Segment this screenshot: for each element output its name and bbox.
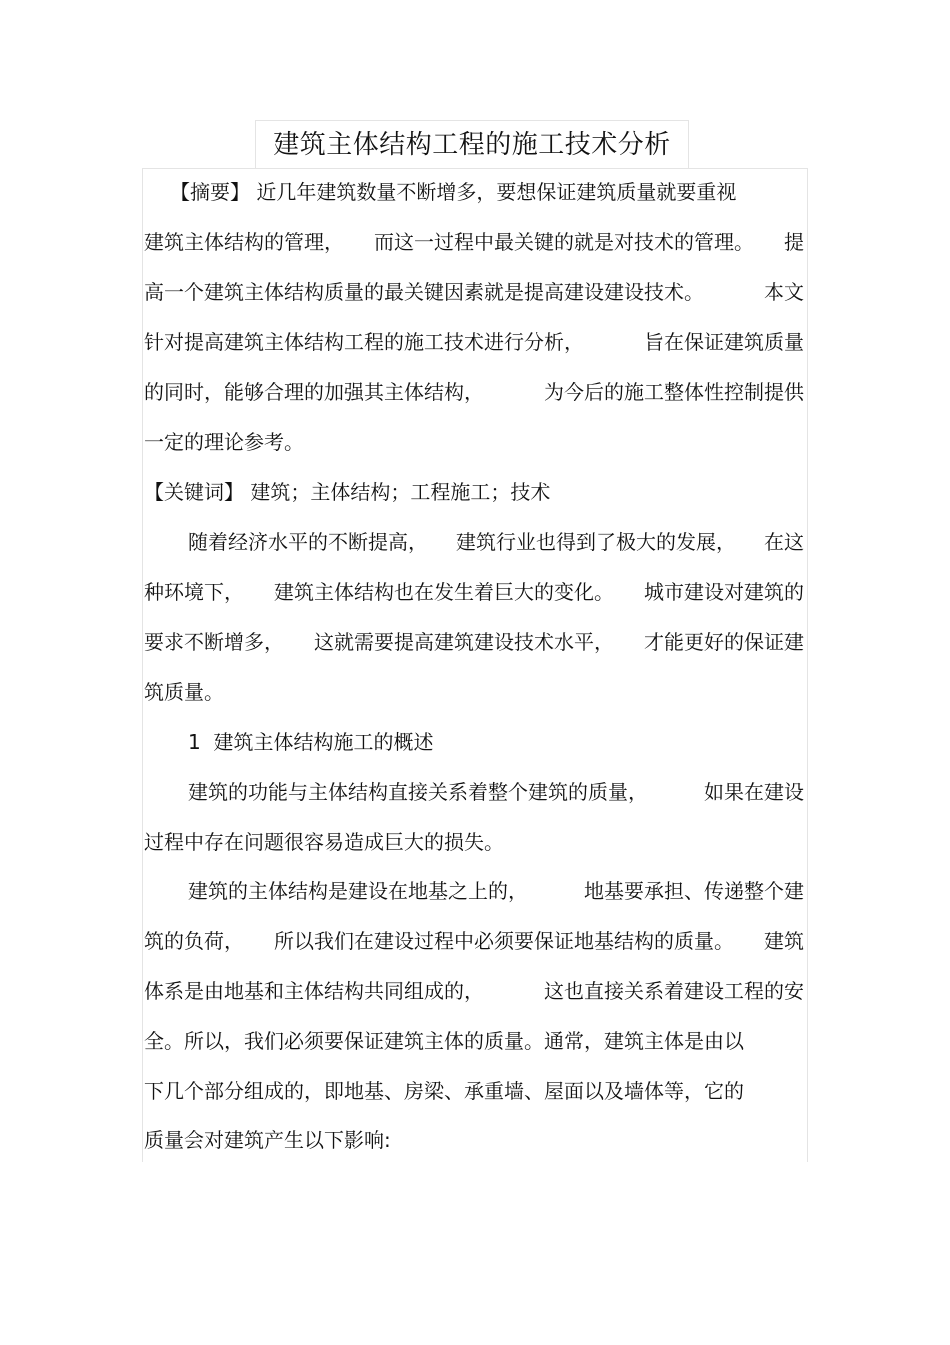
paragraph-line — [144, 927, 804, 955]
text-segment: 过程中存在问题很容易造成巨大的损失。 — [144, 830, 504, 854]
text-segment: 这就需要提高建筑建设技术水平， — [314, 630, 614, 654]
text-segment: 【摘要】 近几年建筑数量不断增多，要想保证建筑质量就要重视 — [170, 180, 737, 204]
paragraph-line — [188, 877, 804, 905]
text-segment: 建筑行业也得到了极大的发展， — [456, 530, 736, 554]
paragraph-line — [144, 977, 804, 1005]
intro-line — [144, 678, 804, 706]
text-segment: 高一个建筑主体结构质量的最关键因素就是提高建设建设技术。 — [144, 280, 704, 304]
abstract-line — [144, 428, 804, 456]
text-segment: 种环境下， — [144, 580, 244, 604]
text-segment: 筑的负荷， — [144, 929, 244, 953]
keywords-line — [144, 478, 804, 506]
text-segment: 本文 — [764, 280, 804, 304]
text-segment: 建筑主体结构也在发生着巨大的变化。 — [274, 580, 614, 604]
text-segment: 旨在保证建筑质量 — [644, 330, 804, 354]
abstract-line — [144, 278, 804, 306]
text-segment: 随着经济水平的不断提高， — [188, 530, 428, 554]
text-segment: 建筑的功能与主体结构直接关系着整个建筑的质量， — [188, 780, 648, 804]
text-segment: 质量会对建筑产生以下影响: — [144, 1128, 391, 1152]
text-segment: 针对提高建筑主体结构工程的施工技术进行分析， — [144, 330, 584, 354]
text-segment: 筑质量。 — [144, 680, 224, 704]
text-segment: 【关键词】 建筑；主体结构；工程施工；技术 — [144, 480, 551, 504]
abstract-first-line — [170, 178, 804, 206]
text-segment: 这也直接关系着建设工程的安 — [544, 979, 804, 1003]
intro-line — [144, 628, 804, 656]
text-segment: 而这一过程中最关键的就是对技术的管理。 — [374, 230, 754, 254]
text-segment: 提 — [784, 230, 804, 254]
intro-line — [188, 528, 804, 556]
paragraph-line — [144, 1077, 804, 1105]
text-segment: 下几个部分组成的，即地基、房梁、承重墙、屋面以及墙体等，它的 — [144, 1079, 744, 1103]
text-segment: 所以我们在建设过程中必须要保证地基结构的质量。 — [274, 929, 734, 953]
paragraph-line — [144, 828, 804, 856]
text-segment: 一定的理论参考。 — [144, 430, 304, 454]
text-segment: 的同时，能够合理的加强其主体结构， — [144, 380, 484, 404]
text-segment: 体系是由地基和主体结构共同组成的， — [144, 979, 484, 1003]
text-segment: 建筑的主体结构是建设在地基之上的， — [188, 879, 528, 903]
abstract-line — [144, 328, 804, 356]
text-segment: 地基要承担、传递整个建 — [584, 879, 804, 903]
intro-line — [144, 578, 804, 606]
text-segment: 全。所以，我们必须要保证建筑主体的质量。通常，建筑主体是由以 — [144, 1029, 744, 1053]
text-segment: 建筑主体结构的管理， — [144, 230, 344, 254]
text-segment: 在这 — [764, 530, 804, 554]
text-segment: 城市建设对建筑的 — [644, 580, 804, 604]
abstract-line — [144, 228, 804, 256]
paragraph-line — [144, 1126, 804, 1154]
text-segment: 为今后的施工整体性控制提供 — [544, 380, 804, 404]
paragraph-line — [144, 1027, 804, 1055]
text-segment: 要求不断增多， — [144, 630, 284, 654]
text-segment: 如果在建设 — [704, 780, 804, 804]
text-segment: 建筑 — [764, 929, 804, 953]
page-title: 建筑主体结构工程的施工技术分析 — [273, 130, 671, 160]
section-heading: 1 建筑主体结构施工的概述 — [188, 730, 434, 754]
title-frame — [255, 120, 689, 168]
abstract-line — [144, 378, 804, 406]
paragraph-line — [188, 778, 804, 806]
text-segment: 才能更好的保证建 — [644, 630, 804, 654]
body-frame — [142, 168, 808, 1162]
